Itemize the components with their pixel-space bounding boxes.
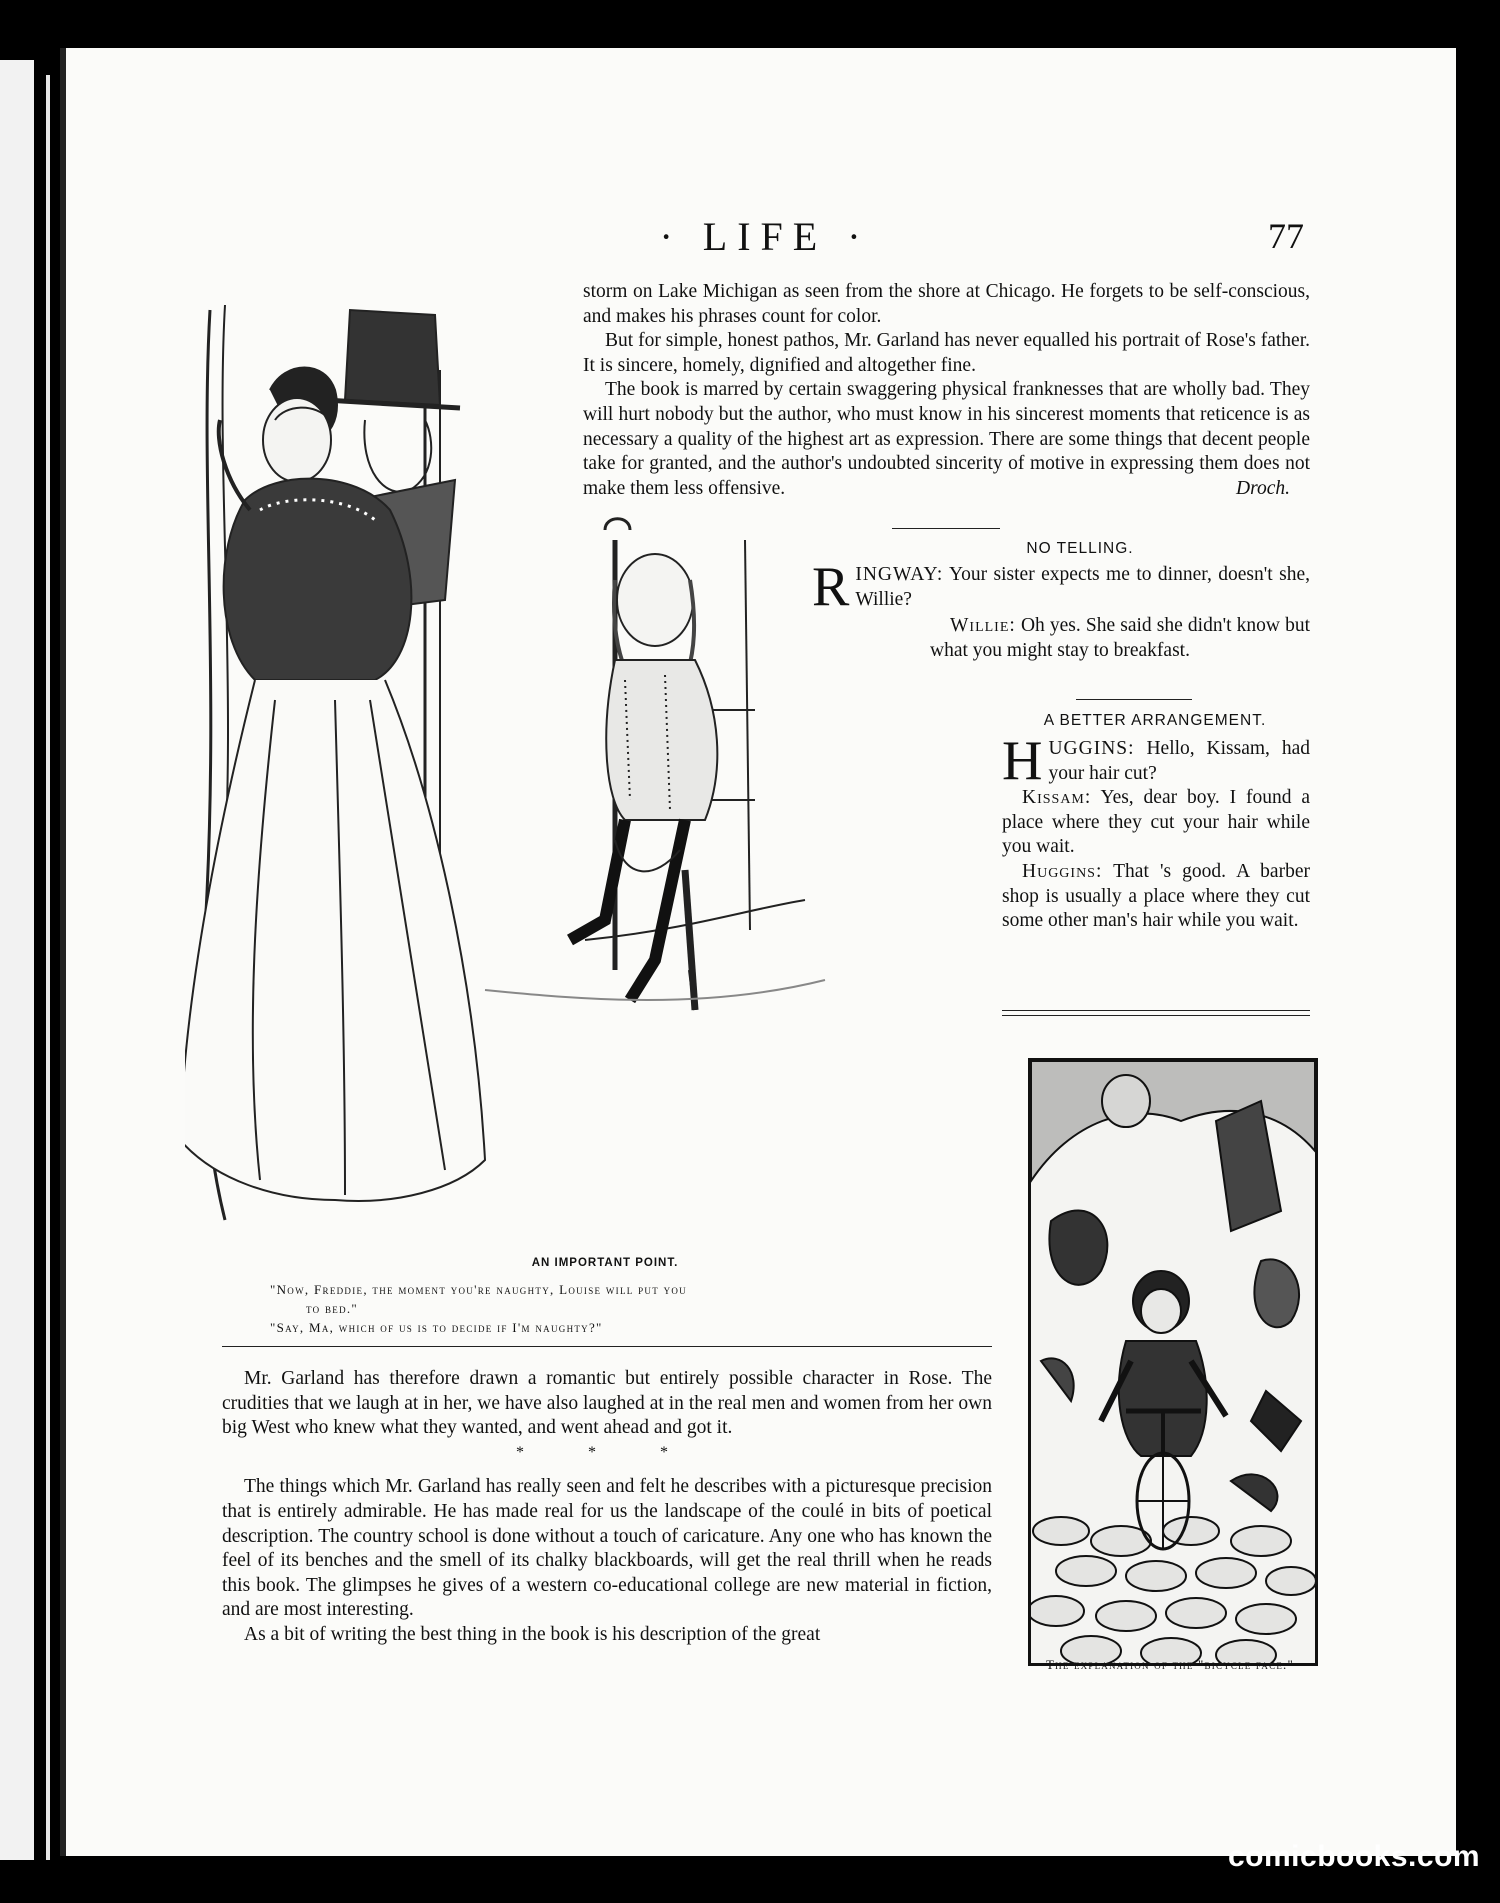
- illustration-caption: [270, 1280, 870, 1337]
- spine-line: [46, 75, 50, 1860]
- section-stars: * * *: [516, 1443, 698, 1461]
- section-divider: [222, 1346, 992, 1347]
- caption-line: "Say, Ma, which of us is to decide if I'm naughty?": [270, 1320, 603, 1335]
- dialog-line: Hello, Kissam, had your hair cut?: [1048, 738, 1310, 784]
- dropcap-r: R: [812, 556, 850, 618]
- no-telling-reply: [930, 614, 1310, 663]
- watermark: comicbooks.com: [1228, 1840, 1481, 1873]
- no-telling-heading: NO TELLING.: [1026, 540, 1134, 557]
- review-paragraph: But for simple, honest pathos, Mr. Garland has never equalled his portrait of Rose's father. It is sincere, homely, dignified and altogether fine.: [583, 330, 1310, 376]
- speaker-huggins: UGGINS:: [1048, 738, 1135, 759]
- review-paragraph: As a bit of writing the best thing in the book is his description of the great: [244, 1623, 821, 1645]
- speaker-kissam: Kissam:: [1022, 787, 1092, 809]
- review-paragraph: Mr. Garland has therefore drawn a romantic but entirely possible character in Rose. The crudities that we laugh at in her, we have also laughed at in the real men and women from her own big West who knew what they wanted, and went ahead and got it.: [222, 1368, 992, 1439]
- speaker-ringway: INGWAY:: [855, 564, 944, 585]
- caption-line: "Now, Freddie, the moment you're naughty, Louise will put you: [270, 1282, 687, 1297]
- page-number: 77: [1268, 216, 1304, 256]
- illustration-bicycle-face: [1028, 1058, 1318, 1666]
- review-paragraph: The things which Mr. Garland has really seen and felt he describes with a picturesque precision that is entirely admirable. He has made real for us the landscape of the coulé in bits of poetical description. The country school is done without a touch of caricature. Any one who has known the feel of its benches and the smell of its chalky blackboards, will get the real thrill when he reads this book. The glimpses he gives of a western co-educational college are new material in fiction, and are most interesting.: [222, 1476, 992, 1621]
- review-paragraph: The book is marred by certain swaggering physical franknesses that are wholly bad. They will hurt nobody but the author, who must know in his sincerest moments that reticence is as necessary a quality of the highest art as expression. There are some things that decent people take for granted, and the author's undoubted sincerity of motive in expressing them does not make them less offensive.: [583, 379, 1310, 499]
- caption-line: to bed.": [306, 1301, 359, 1316]
- dialog-line: Oh yes. She said she didn't know but what you might stay to breakfast.: [930, 615, 1310, 661]
- adjacent-page-edge: [0, 60, 34, 1860]
- dialog-line: That 's good. A barber shop is usually a place where they cut some other man's hair while you wait.: [1002, 860, 1310, 932]
- illustration-caption-title: AN IMPORTANT POINT.: [531, 1257, 679, 1269]
- dropcap-h: H: [1002, 730, 1043, 792]
- section-divider: [1076, 699, 1192, 700]
- review-paragraph: storm on Lake Michigan as seen from the shore at Chicago. He forgets to be self-conscious, and makes his phrases count for color.: [583, 281, 1310, 327]
- speaker-willie: Willie:: [950, 615, 1016, 636]
- better-arrangement-dialog: [1002, 730, 1310, 934]
- better-arrangement-heading: A BETTER ARRANGEMENT.: [1043, 712, 1267, 729]
- review-bottom-column: [222, 1367, 992, 1648]
- double-divider: [1002, 1010, 1310, 1016]
- masthead: · LIFE ·: [659, 214, 871, 259]
- review-signature: Droch.: [1236, 478, 1290, 500]
- dialog-line: Yes, dear boy. I found a place where they cut your hair while you wait.: [1002, 787, 1310, 858]
- speaker-huggins: Huggins:: [1022, 860, 1103, 882]
- bicycle-face-caption: The explanation of the "bicycle face.": [1046, 1657, 1294, 1672]
- illustration-important-point: [185, 280, 985, 1230]
- dialog-line: Your sister expects me to dinner, doesn't she, Willie?: [855, 564, 1310, 610]
